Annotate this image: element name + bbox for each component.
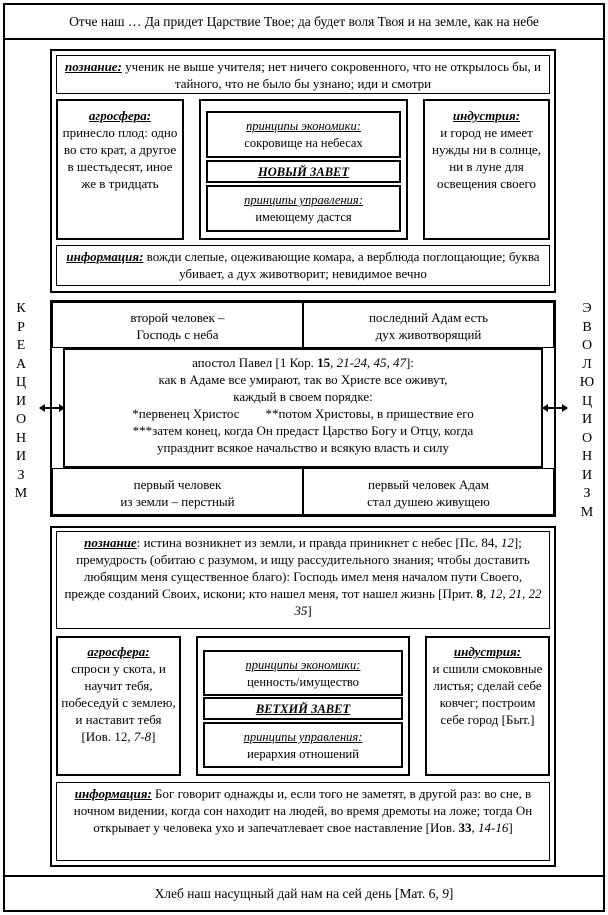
ot-management-principles: [203, 722, 403, 768]
first-adam-box: первый человек Адам стал душею живущею: [303, 468, 554, 515]
nt-information-label: информация:: [66, 249, 144, 264]
bottom-banner: [3, 875, 605, 912]
evolutionism-letter: Э: [582, 301, 592, 316]
ot-agrosphere: [56, 636, 181, 776]
evolutionism-letter: В: [582, 319, 592, 335]
first-man-box: первый человек из земли – перстный: [52, 468, 303, 515]
nt-title-text: НОВЫЙ ЗАВЕТ: [257, 165, 350, 179]
nt-information: [56, 245, 550, 286]
creationism-letter: А: [15, 356, 27, 372]
creationism-letter: Н: [15, 430, 27, 446]
nt-economy-text: сокровище на небесах: [244, 135, 363, 150]
evolutionism-letter: О: [581, 338, 593, 353]
creationism-letter: К: [16, 301, 26, 316]
evolutionism-label: [577, 300, 597, 522]
evolutionism-letter: Ю: [579, 375, 595, 390]
ot-economy-principles: [203, 650, 403, 696]
creationism-letter: З: [17, 467, 25, 483]
creationism-letter: О: [15, 412, 27, 427]
nt-agrosphere: [56, 99, 184, 240]
nt-management-principles: [206, 185, 401, 232]
right-double-arrow: [543, 407, 567, 409]
creationism-letter: Е: [16, 338, 26, 353]
creationism-letter: И: [15, 393, 27, 409]
nt-cognition: [56, 55, 550, 94]
creationism-label: [11, 300, 31, 504]
nt-management-label: принципы управления:: [244, 193, 363, 207]
nt-agrosphere-label: агросфера:: [88, 108, 152, 123]
ot-management-text: иерархия отношений: [247, 746, 359, 761]
last-adam-box: последний Адам есть дух животворящий: [303, 302, 554, 348]
ot-economy-text: ценность/имущество: [247, 674, 359, 689]
ot-information-label: информация:: [74, 786, 152, 801]
evolutionism-letter: З: [583, 486, 591, 501]
bottom-banner-text: Хлеб наш насущный дай нам на сей день [Мат. 6,: [154, 886, 443, 901]
paul-line-5: ***затем конец, когда Он предаст Царство Богу и Отцу, когда: [132, 423, 474, 438]
ot-economy-label: принципы экономики:: [245, 658, 361, 672]
paul-line-4: *первенец Христос **потом Христовы, в пришествие его: [132, 406, 474, 421]
bottom-banner-close: ]: [448, 886, 454, 901]
ot-title: [203, 697, 403, 720]
evolutionism-letter: О: [581, 430, 593, 446]
ot-agrosphere-text: спроси у скота, и научит тебя, побеседуй с землею, и наставит тебя [Иов. 12, 7-8]: [61, 661, 176, 744]
nt-title: [206, 160, 401, 183]
ot-management-label: принципы управления:: [243, 730, 363, 744]
ot-title-text: ВЕТХИЙ ЗАВЕТ: [255, 702, 351, 716]
evolutionism-letter: Н: [581, 449, 593, 464]
nt-industry: [423, 99, 550, 240]
creationism-letter: М: [14, 486, 28, 501]
nt-information-text: вожди слепые, оцеживающие комара, а верблюда поглощающие; буква убивает, а дух животворит; невидимое вечно: [143, 249, 540, 281]
nt-management-text: имеющему дастся: [255, 209, 352, 224]
second-man-box: второй человек – Господь с неба: [52, 302, 303, 348]
top-banner: Отче наш … Да придет Царствие Твое; да будет воля Твоя и на земле, как на небе: [3, 3, 605, 40]
nt-cognition-text: ученик не выше учителя; нет ничего сокровенного, что не открылось бы, и тайного, что не было бы узнано; иди и смотри: [121, 59, 541, 91]
paul-line-2: как в Адаме все умирают, так во Христе все оживут,: [158, 372, 448, 387]
creationism-letter: Р: [17, 319, 25, 335]
ot-industry-label: индустрия:: [453, 644, 522, 659]
nt-agrosphere-text: принесло плод: одно во сто крат, а другое в шестьдесят, иное же в тридцать: [62, 125, 178, 191]
evolutionism-letter: М: [580, 504, 594, 520]
nt-industry-label: индустрия:: [452, 108, 521, 123]
paul-line-3: каждый в своем порядке:: [233, 389, 373, 404]
creationism-letter: Ц: [15, 375, 27, 390]
evolutionism-letter: И: [581, 412, 593, 427]
left-double-arrow: [40, 407, 64, 409]
evolutionism-letter: Ц: [581, 393, 593, 409]
evolutionism-letter: И: [581, 467, 593, 483]
bottom-banner-ref: 9: [442, 886, 449, 901]
nt-economy-principles: [206, 111, 401, 158]
ot-cognition-label: познание: [84, 535, 137, 550]
nt-economy-label: принципы экономики:: [246, 119, 361, 133]
paul-line-6: упразднит всякое начальство и всякую власть и силу: [157, 440, 449, 455]
nt-industry-text: и город не имеет нужды ни в солнце, ни в луне для освещения своего: [432, 125, 541, 191]
ot-agrosphere-label: агросфера:: [87, 644, 150, 659]
ot-industry-text: и сшили смоковные листья; сделай себе ковчег; построим себе город [Быт.]: [432, 661, 543, 727]
ot-cognition: познание: истина возникнет из земли, и правда приникнет с небес [Пс. 84, 12]; премудрость (обитаю с разумом, и ищу рассудительного знания; чтобы доставить любящим меня существенное благо): Господь имел меня началом пути Своего, прежде созданий Своих, искони; кто нашел меня, тот нашел жизнь [Прит. 8, 12, 21, 22 35]: [56, 531, 550, 629]
apostle-paul-box: [63, 348, 543, 468]
paul-line-1: апостол Павел [1 Кор. 15, 21-24, 45, 47]:: [192, 355, 414, 370]
creationism-letter: И: [15, 449, 27, 464]
ot-information: информация: Бог говорит однажды и, если того не заметят, в другой раз: во сне, в ночном видении, когда сон находит на людей, во время дремоты на ложе; тогда Он открывает у человека ухо и запечатлевает свое наставление [Иов. 33, 14-16]: [56, 782, 550, 861]
ot-industry: [425, 636, 550, 776]
evolutionism-letter: Л: [582, 356, 592, 372]
nt-cognition-label: познание:: [65, 59, 122, 74]
